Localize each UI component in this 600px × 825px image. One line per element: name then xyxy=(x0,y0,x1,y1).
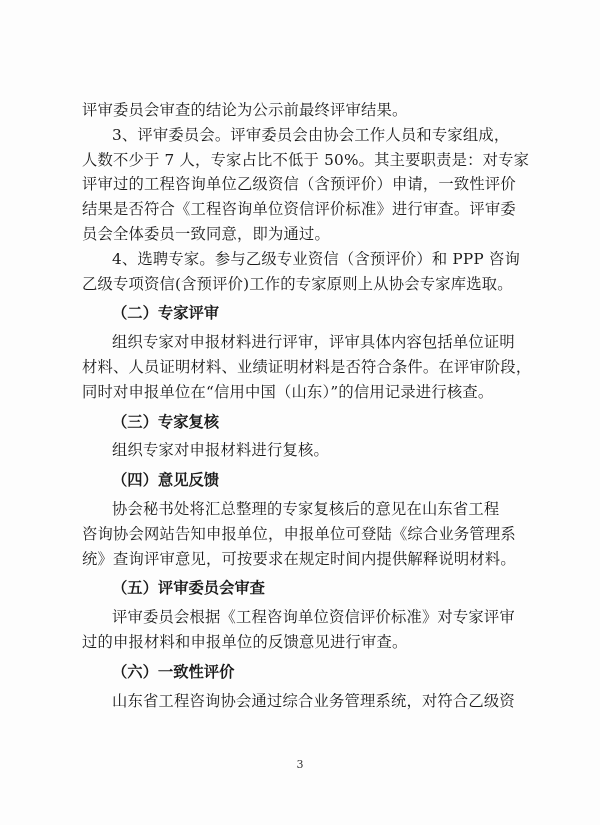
section-heading-feedback: （四）意见反馈 xyxy=(112,471,220,490)
text-line: 同时对申报单位在“信用中国（山东）”的信用记录进行核查。 xyxy=(82,382,494,401)
text-line: 评审委员会根据《工程咨询单位资信评价标准》对专家评审 xyxy=(112,608,515,627)
text-line: 3、评审委员会。评审委员会由协会工作人员和专家组成， xyxy=(112,125,510,144)
text-line: 材料、人员证明材料、业绩证明材料是否符合条件。在评审阶段， xyxy=(82,357,532,376)
text-line: 组织专家对申报材料进行复核。 xyxy=(112,441,329,460)
section-heading-expert-review: （二）专家评审 xyxy=(112,304,220,323)
text-line: 协会秘书处将汇总整理的专家复核后的意见在山东省工程 xyxy=(112,499,500,518)
text-line: 过的申报材料和申报单位的反馈意见进行审查。 xyxy=(82,632,408,651)
text-line: 人数不少于 7 人，专家占比不低于 50%。其主要职责是：对专家 xyxy=(82,150,530,169)
text-line: 4、选聘专家。参与乙级专业资信（含预评价）和 PPP 咨询 xyxy=(112,249,520,268)
paragraph-committee-review xyxy=(82,605,522,655)
text-line: 评审过的工程咨询单位乙级资信（含预评价）申请，一致性评价 xyxy=(82,175,516,194)
section-heading-committee-review: （五）评审委员会审查 xyxy=(112,579,265,598)
paragraph-expert-recheck xyxy=(82,438,522,463)
paragraph-feedback xyxy=(82,497,522,571)
text-line: 统》查询评审意见，可按要求在规定时间内提供解释说明材料。 xyxy=(82,549,516,568)
paragraph-item-4 xyxy=(82,247,522,297)
paragraph-consistency xyxy=(82,689,522,714)
page-number: 3 xyxy=(296,758,304,771)
text-line: 评审委员会审查的结论为公示前最终评审结果。 xyxy=(82,101,408,119)
text-line: 员会全体委员一致同意，即为通过。 xyxy=(82,224,330,243)
document-body xyxy=(82,98,532,713)
section-heading-expert-recheck: （三）专家复核 xyxy=(112,412,220,431)
paragraph-intro xyxy=(82,98,522,123)
text-line: 组织专家对申报材料进行评审，评审具体内容包括单位证明 xyxy=(112,333,515,352)
text-line: 咨询协会网站告知申报单位，申报单位可登陆《综合业务管理系 xyxy=(82,524,516,543)
paragraph-item-3 xyxy=(82,123,530,247)
paragraph-expert-review xyxy=(82,330,532,404)
text-line: 乙级专项资信(含预评价)工作的专家原则上从协会专家库选取。 xyxy=(82,274,513,293)
text-line: 结果是否符合《工程咨询单位资信评价标准》进行审查。评审委 xyxy=(82,200,516,219)
text-line: 山东省工程咨询协会通过综合业务管理系统，对符合乙级资 xyxy=(112,691,515,710)
section-heading-consistency: （六）一致性评价 xyxy=(112,662,235,681)
